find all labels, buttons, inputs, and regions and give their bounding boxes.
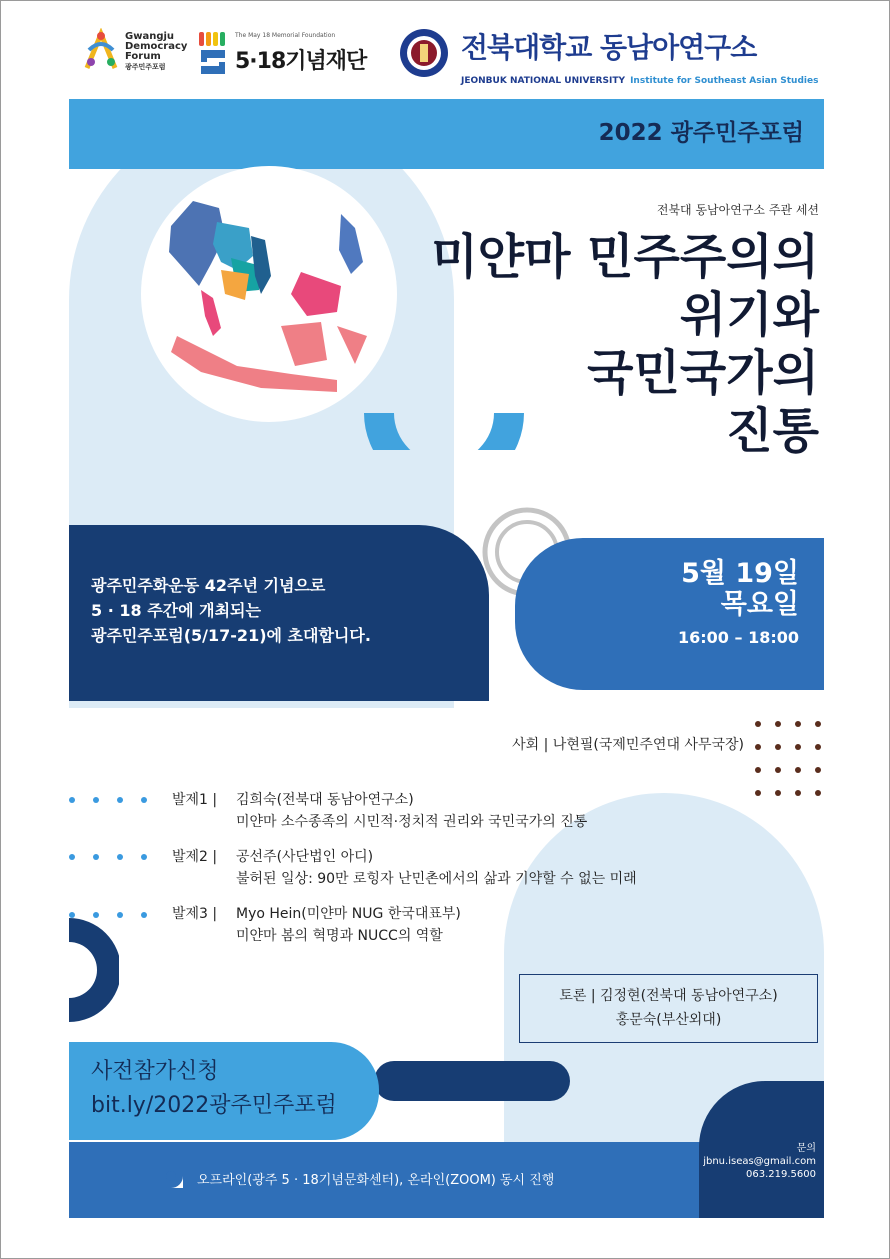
university-name-kr: 전북대학교 동남아연구소 — [461, 31, 757, 64]
discussion-line-1: 토론 | 김정현(전북대 동남아연구소) — [559, 988, 778, 1004]
discussion-box — [519, 974, 818, 1043]
talk-topic: 미얀마 봄의 혁명과 NUCC의 역할 — [236, 928, 443, 944]
foundation-hand-icon — [197, 32, 231, 76]
main-title — [431, 228, 819, 460]
foundation-kr: 5·18기념재단 — [235, 49, 367, 74]
date-block — [678, 558, 799, 647]
intro-line-3: 광주민주포럼(5/17-21)에 초대합니다. — [91, 626, 371, 645]
title-line-4: 진통 — [726, 403, 819, 459]
talk-list — [172, 789, 637, 960]
foundation-logo — [197, 26, 377, 82]
talk-bullet-dots — [69, 797, 149, 937]
talk-speaker: 공선주(사단법인 아디) — [236, 849, 374, 865]
title-line-3: 국민국가의 — [587, 345, 819, 401]
university-seal-icon — [399, 28, 449, 78]
contact-email[interactable]: jbnu.iseas@gmail.com — [703, 1156, 816, 1167]
institute-name-en: Institute for Southeast Asian Studies — [630, 76, 819, 86]
title-line-2: 위기와 — [679, 287, 819, 343]
talk-speaker: 김희숙(전북대 동남아연구소) — [236, 792, 414, 808]
event-weekday: 목요일 — [720, 589, 799, 620]
session-label: 전북대 동남아연구소 주관 세션 — [656, 203, 819, 217]
event-time: 16:00 – 18:00 — [678, 628, 799, 647]
event-day: 5월 19일 — [681, 558, 799, 589]
talk-topic: 불허된 일상: 90만 로힝자 난민촌에서의 삶과 기약할 수 없는 미래 — [236, 871, 637, 887]
intro-line-1: 광주민주화운동 42주년 기념으로 — [91, 576, 326, 595]
contact-phone: 063.219.5600 — [746, 1169, 816, 1180]
poster — [69, 18, 824, 1218]
forum-title: 2022 광주민주포럼 — [598, 120, 804, 146]
gwangju-logo-line1: Gwangju — [125, 31, 175, 42]
location-pin-icon — [157, 1162, 185, 1190]
talk-topic: 미얀마 소수종족의 시민적·정치적 권리와 국민국가의 진통 — [236, 814, 588, 830]
intro-line-2: 5 · 18 주간에 개최되는 — [91, 601, 261, 620]
contact-block — [703, 1142, 816, 1181]
talk-label: 발제1 | — [172, 792, 218, 808]
talk-speaker: Myo Hein(미얀마 NUG 한국대표부) — [236, 906, 461, 922]
decorative-pill — [374, 1061, 570, 1101]
talk-label: 발제2 | — [172, 849, 218, 865]
left-half-ring-icon — [69, 918, 119, 1028]
talk-label: 발제3 | — [172, 906, 218, 922]
registration-title: 사전참가신청 — [91, 1059, 219, 1084]
intro-text — [91, 573, 371, 648]
gwangju-logo-kr: 광주민주포럼 — [125, 63, 166, 71]
registration-block — [91, 1055, 337, 1123]
foundation-en: The May 18 Memorial Foundation — [235, 32, 336, 39]
gwangju-logo-line2: Democracy — [125, 41, 188, 52]
university-name-en: JEONBUK NATIONAL UNIVERSITY — [461, 76, 625, 86]
title-line-1: 미얀마 민주주의의 — [431, 229, 819, 285]
location-text: 오프라인(광주 5 · 18기념문화센터), 온라인(ZOOM) 동시 진행 — [197, 1173, 555, 1188]
moderator: 사회 | 나현필(국제민주연대 사무국장) — [512, 737, 744, 753]
gwangju-forum-emblem-icon — [79, 28, 125, 74]
contact-label: 문의 — [796, 1143, 816, 1154]
brown-dot-grid — [755, 721, 824, 801]
talk-item — [172, 846, 637, 890]
gwangju-forum-logo — [79, 28, 188, 82]
registration-link[interactable]: bit.ly/2022광주민주포럼 — [91, 1093, 337, 1118]
talk-item — [172, 903, 637, 947]
university-logo — [399, 26, 824, 86]
gwangju-logo-line3: Forum — [125, 51, 161, 62]
talk-item — [172, 789, 637, 833]
discussion-line-2: 홍문숙(부산외대) — [615, 1012, 722, 1028]
